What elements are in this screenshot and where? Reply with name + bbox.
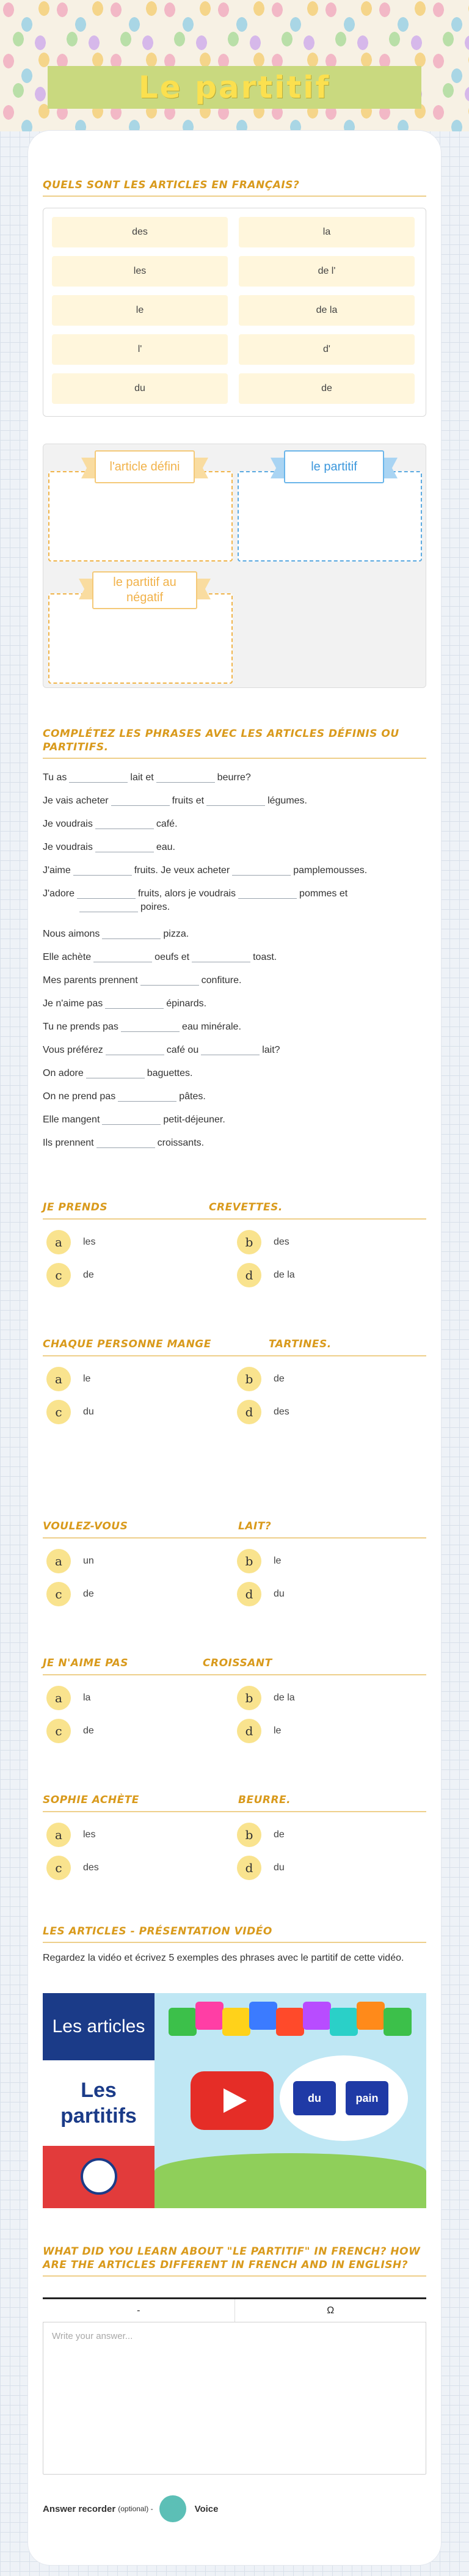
option-c[interactable]: c des xyxy=(46,1855,99,1881)
option-a[interactable]: a le xyxy=(46,1366,90,1392)
blank-input[interactable] xyxy=(111,795,170,806)
blank-input[interactable] xyxy=(77,888,136,899)
article-chip[interactable]: les xyxy=(52,256,228,287)
puzzle-piece-icon xyxy=(195,2002,224,2030)
blank-input[interactable] xyxy=(156,772,215,783)
puzzle-piece-icon xyxy=(222,2008,250,2036)
article-chip[interactable]: la xyxy=(239,217,415,247)
article-chip[interactable]: l' xyxy=(52,334,228,365)
category-drop-area xyxy=(43,444,426,688)
recorder-voice-label: Voice xyxy=(194,2503,219,2514)
puzzle-piece-icon xyxy=(357,2002,385,2030)
blank-input[interactable] xyxy=(118,1091,176,1102)
sentence-5: J'aime fruits. Je veux acheter pamplemousses. xyxy=(43,865,368,876)
option-b[interactable]: b de xyxy=(237,1822,285,1848)
article-chip[interactable]: de l' xyxy=(239,256,415,287)
sentence-6: J'adore fruits, alors je voudrais pommes etpoires. xyxy=(43,888,348,912)
category-label-article-defini: l'article défini xyxy=(95,450,195,483)
article-chip[interactable]: des xyxy=(52,217,228,247)
video-thumb-subtitle: Les partitifs xyxy=(60,2079,137,2128)
play-icon[interactable] xyxy=(191,2071,274,2130)
puzzle-piece-icon xyxy=(384,2008,412,2036)
recorder-label: Answer recorder xyxy=(43,2503,116,2514)
school-seal-icon xyxy=(81,2158,117,2195)
blank-input[interactable] xyxy=(106,1044,164,1055)
drop-zone-partitif[interactable] xyxy=(238,471,422,562)
blank-input[interactable] xyxy=(206,795,265,806)
blank-input[interactable] xyxy=(201,1044,260,1055)
recorder-optional: (optional) - xyxy=(118,2505,153,2513)
article-chip[interactable]: le xyxy=(52,295,228,326)
section-title-video: LES ARTICLES - PRÉSENTATION VIDÉO xyxy=(43,1925,426,1943)
sentence-14: On ne prend pas pâtes. xyxy=(43,1091,206,1102)
option-c[interactable]: c de xyxy=(46,1718,94,1744)
drop-zone-article-defini[interactable] xyxy=(48,471,233,562)
article-chip[interactable]: de xyxy=(239,373,415,404)
video-thumb-title: Les articles xyxy=(43,1993,155,2060)
article-chip[interactable]: du xyxy=(52,373,228,404)
option-b[interactable]: b de la xyxy=(237,1685,295,1711)
question-text: SOPHIE ACHÈTE xyxy=(43,1794,139,1806)
option-b[interactable]: b des xyxy=(237,1229,289,1255)
video-player[interactable] xyxy=(43,1993,426,2208)
blank-input[interactable] xyxy=(102,928,161,939)
section-title-sentences: COMPLÉTEZ LES PHRASES AVEC LES ARTICLES DÉFINIS OU PARTITIFS. xyxy=(43,727,426,759)
sentence-1: Tu as lait et beurre? xyxy=(43,772,251,783)
sentence-11: Tu ne prends pas eau minérale. xyxy=(43,1022,241,1032)
blank-input[interactable] xyxy=(79,901,138,912)
question-text: LAIT? xyxy=(238,1520,272,1532)
question-text: JE PRENDS xyxy=(43,1201,108,1213)
sentence-13: On adore baguettes. xyxy=(43,1068,193,1078)
puzzle-piece-icon xyxy=(330,2008,358,2036)
option-c[interactable]: c de xyxy=(46,1581,94,1607)
blank-input[interactable] xyxy=(95,841,154,852)
puzzle-piece-icon xyxy=(303,2002,331,2030)
question-text: TARTINES. xyxy=(269,1338,332,1350)
sentence-2: Je vais acheter fruits et légumes. xyxy=(43,796,307,806)
sentence-12: Vous préférez café ou lait? xyxy=(43,1045,280,1055)
blank-input[interactable] xyxy=(73,865,132,876)
option-b[interactable]: b de xyxy=(237,1366,285,1392)
question-text: CHAQUE PERSONNE MANGE xyxy=(43,1338,211,1350)
sentence-3: Je voudrais café. xyxy=(43,819,178,829)
question-text: VOULEZ-VOUS xyxy=(43,1520,128,1532)
sentence-9: Mes parents prennent confiture. xyxy=(43,975,242,986)
blank-input[interactable] xyxy=(105,998,164,1009)
toolbar-dash-button[interactable]: - xyxy=(137,2305,140,2316)
blank-input[interactable] xyxy=(192,951,250,962)
sentence-7: Nous aimons pizza. xyxy=(43,929,189,939)
video-instructions: Regardez la vidéo et écrivez 5 exemples des phrases avec le partitif de cette vidéo. xyxy=(43,1953,404,1963)
answer-textarea[interactable] xyxy=(43,2322,426,2475)
sentence-16: Ils prennent croissants. xyxy=(43,1138,205,1148)
question-text: CREVETTES. xyxy=(209,1201,283,1213)
puzzle-label: pain xyxy=(346,2081,388,2115)
option-a[interactable]: a la xyxy=(46,1685,90,1711)
question-text: JE N'AIME PAS xyxy=(43,1657,129,1669)
blank-input[interactable] xyxy=(121,1021,180,1032)
blank-input[interactable] xyxy=(140,975,199,986)
blank-input[interactable] xyxy=(102,1114,161,1125)
sentence-15: Elle mangent petit-déjeuner. xyxy=(43,1114,225,1125)
option-d[interactable]: d le xyxy=(237,1718,281,1744)
puzzle-piece-icon xyxy=(169,2008,197,2036)
option-a[interactable]: a un xyxy=(46,1548,94,1574)
question-text: BEURRE. xyxy=(238,1794,291,1806)
blank-input[interactable] xyxy=(86,1067,145,1078)
articles-grid xyxy=(43,208,426,417)
option-b[interactable]: b le xyxy=(237,1548,281,1574)
option-a[interactable]: a les xyxy=(46,1229,95,1255)
section-title-reflection: WHAT DID YOU LEARN ABOUT "LE PARTITIF" IN FRENCH? HOW ARE THE ARTICLES DIFFERENT IN FRENCH AND IN ENGLISH? xyxy=(43,2245,426,2277)
page-title: Le partitif xyxy=(138,70,331,105)
blank-input[interactable] xyxy=(95,818,154,829)
question-text: CROISSANT xyxy=(203,1657,272,1669)
section-title-articles: QUELS SONT LES ARTICLES EN FRANÇAIS? xyxy=(43,178,426,197)
answer-toolbar xyxy=(43,2297,426,2322)
blank-input[interactable] xyxy=(232,865,291,876)
puzzle-piece-icon xyxy=(249,2002,277,2030)
question-1 xyxy=(43,1201,426,1293)
article-chip[interactable]: de la xyxy=(239,295,415,326)
question-4 xyxy=(43,1657,426,1749)
option-a[interactable]: a les xyxy=(46,1822,95,1848)
record-voice-button[interactable] xyxy=(159,2495,186,2522)
question-2 xyxy=(43,1338,426,1430)
toolbar-omega-button[interactable]: Ω xyxy=(234,2299,427,2322)
sentence-4: Je voudrais eau. xyxy=(43,842,175,852)
blank-input[interactable] xyxy=(96,1137,155,1148)
option-c[interactable]: c du xyxy=(46,1399,94,1425)
puzzle-piece-icon xyxy=(276,2008,304,2036)
question-3 xyxy=(43,1520,426,1612)
article-chip[interactable]: d' xyxy=(239,334,415,365)
answer-recorder xyxy=(43,2495,218,2522)
option-d[interactable]: d du xyxy=(237,1581,285,1607)
category-label-partitif: le partitif xyxy=(284,450,384,483)
sentence-8: Elle achète oeufs et toast. xyxy=(43,952,277,962)
option-d[interactable]: d du xyxy=(237,1855,285,1881)
option-d[interactable]: d de la xyxy=(237,1262,295,1288)
question-5 xyxy=(43,1794,426,1886)
title-banner xyxy=(48,66,421,109)
puzzle-label: du xyxy=(293,2081,336,2115)
option-d[interactable]: d des xyxy=(237,1399,289,1425)
blank-input[interactable] xyxy=(69,772,128,783)
blank-input[interactable] xyxy=(93,951,152,962)
category-label-partitif-negatif: le partitif au négatif xyxy=(92,571,197,609)
grass-illustration xyxy=(155,2153,426,2208)
option-c[interactable]: c de xyxy=(46,1262,94,1288)
sentence-10: Je n'aime pas épinards. xyxy=(43,998,207,1009)
blank-input[interactable] xyxy=(238,888,297,899)
